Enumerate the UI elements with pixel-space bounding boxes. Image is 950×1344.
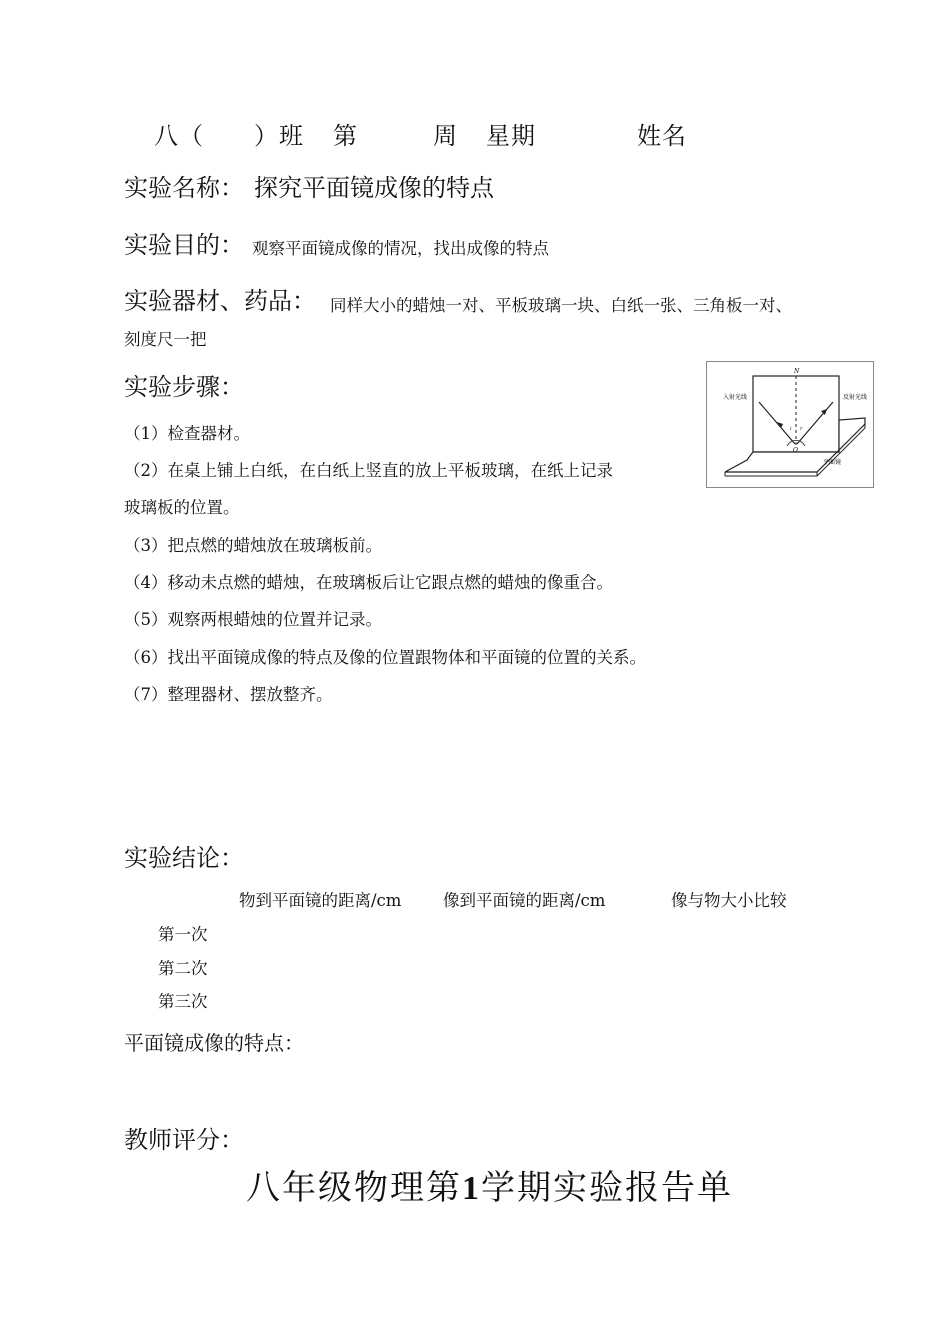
reflection-diagram-svg [707, 362, 873, 487]
table-row-label: 第一次 [158, 925, 208, 944]
label-i: i [790, 426, 792, 432]
step-item: （3）把点燃的蜡烛放在玻璃板前。 [124, 536, 382, 555]
step-item: （1）检查器材。 [124, 424, 250, 443]
report-title-number: 1 [462, 1170, 481, 1207]
label-mirror: 平面镜 [823, 459, 842, 466]
week-field: 第 周 [333, 122, 458, 150]
step-item: （6）找出平面镜成像的特点及像的位置跟物体和平面镜的位置的关系。 [124, 648, 646, 667]
conclusion-label: 实验结论： [124, 844, 244, 872]
reflection-diagram [706, 361, 874, 488]
step-item: （7）整理器材、摆放整齐。 [124, 685, 333, 704]
experiment-purpose-value: 观察平面镜成像的情况，找出成像的特点 [252, 239, 549, 258]
label-incident: 入射光线 [723, 394, 748, 401]
report-title [246, 1160, 733, 1209]
table-row-label: 第二次 [158, 959, 208, 978]
name-field: 姓名 [637, 122, 687, 150]
weekday-field: 星期 [486, 122, 536, 150]
label-n: N [794, 368, 800, 375]
table-header-object-distance: 物到平面镜的距离/cm [239, 891, 402, 910]
experiment-name-value: 探究平面镜成像的特点 [254, 174, 494, 202]
equipment-value-line2: 刻度尺一把 [124, 330, 207, 349]
class-field: 八（ ）班 [154, 122, 304, 150]
table-header-size-compare: 像与物大小比较 [671, 891, 787, 910]
teacher-score-label: 教师评分： [124, 1126, 244, 1154]
report-title-post: 学期实验报告单 [481, 1168, 733, 1208]
steps-label: 实验步骤： [124, 373, 244, 401]
step-item: （4）移动未点燃的蜡烛，在玻璃板后让它跟点燃的蜡烛的像重合。 [124, 573, 613, 592]
step-item: （2）在桌上铺上白纸，在白纸上竖直的放上平板玻璃，在纸上记录 [124, 461, 613, 480]
experiment-purpose-label: 实验目的： [124, 231, 244, 259]
experiment-name-label: 实验名称： [124, 174, 244, 202]
table-header-image-distance: 像到平面镜的距离/cm [443, 891, 606, 910]
step-item: 玻璃板的位置。 [124, 498, 240, 517]
label-r: r [800, 426, 803, 432]
equipment-label: 实验器材、药品： [124, 287, 316, 315]
features-label: 平面镜成像的特点： [124, 1031, 304, 1055]
label-reflected: 反射光线 [843, 394, 868, 401]
table-row-label: 第三次 [158, 992, 208, 1011]
label-o: O [793, 447, 798, 454]
equipment-value-line1: 同样大小的蜡烛一对、平板玻璃一块、白纸一张、三角板一对、 [330, 296, 792, 315]
step-item: （5）观察两根蜡烛的位置并记录。 [124, 610, 382, 629]
report-title-pre: 八年级物理第 [246, 1168, 462, 1208]
